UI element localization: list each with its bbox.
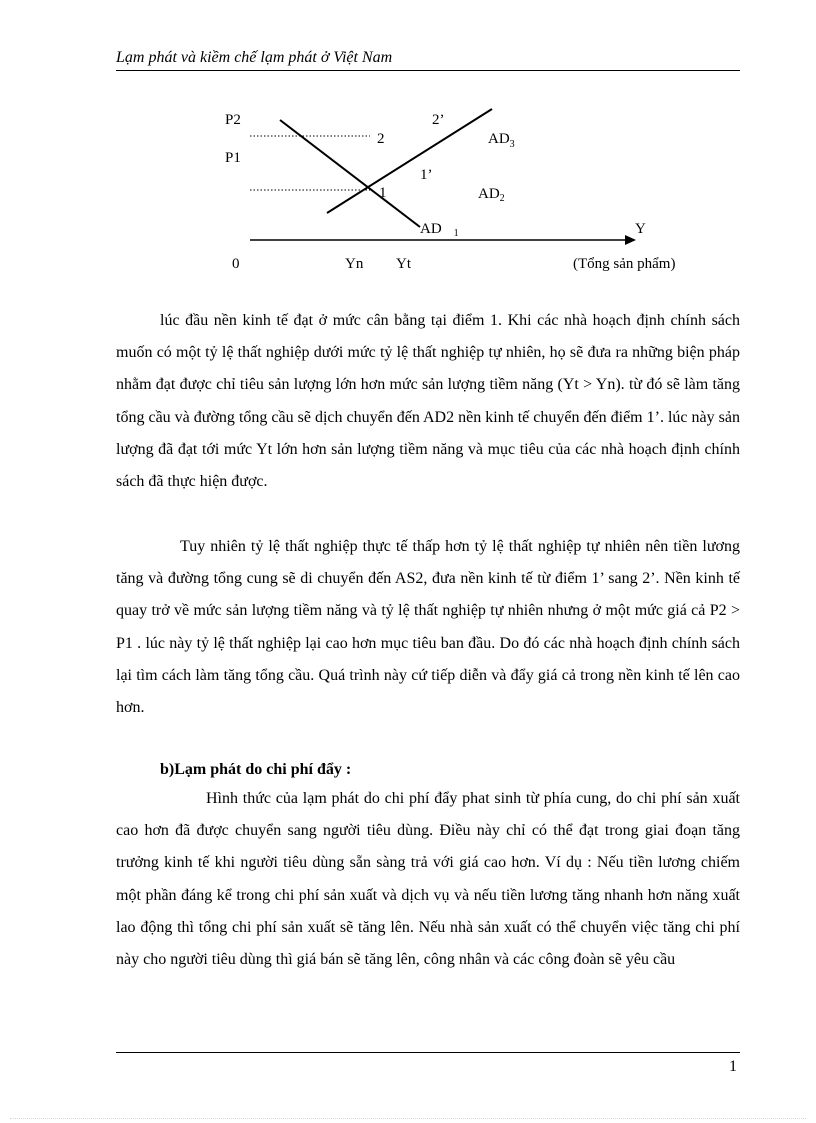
label-y-axis: Y — [635, 221, 646, 237]
label-p1: P1 — [225, 150, 241, 166]
label-ad3: $AD_3$ — [488, 131, 515, 150]
label-point-2-prime: 2’ — [432, 112, 445, 128]
label-point-1-prime: 1’ — [420, 167, 433, 183]
section-heading-cost-push: b)Lạm phát do chi phí đẩy : — [160, 761, 352, 778]
aggregate-demand-diagram — [220, 105, 720, 280]
header-divider — [116, 70, 740, 71]
label-x-caption: (Tổng sản phẩm) — [573, 256, 676, 272]
page-header-title: Lạm phát và kiềm chế lạm phát ở Việt Nam — [116, 49, 393, 66]
paragraph-cost-push: Hình thức của lạm phát do chi phí đẩy phat sinh từ phía cung, do chi phí sản xuất cao hơn đã được chuyển sang người tiêu dùng. Điều này chỉ có thể đạt trong giai đoạn tăng trưởng kinh tế khi người tiêu dùng sẵn sàng trả với giá cao hơn. Ví dụ : Nếu tiền lương chiếm một phần đáng kể trong chi phí sản xuất và dịch vụ và nếu tiền lương tăng nhanh hơn năng xuất lao động thì tổng chi phí sản xuất sẽ tăng lên. Nếu nhà sản xuất có thể chuyển việc tăng chi phí này cho người tiêu dùng thì giá bán sẽ tăng lên, công nhân và các công đoàn sẽ yêu cầu — [116, 790, 740, 969]
ad-curve-line — [280, 120, 420, 227]
label-yn: Yn — [345, 256, 364, 272]
label-origin: 0 — [232, 256, 240, 272]
label-ad2: $AD_2$ — [478, 186, 505, 204]
paragraph-wage-increase: Tuy nhiên tỷ lệ thất nghiệp thực tế thấp hơn tỷ lệ thất nghiệp tự nhiên nên tiền lương tăng và đường tổng cung sẽ di chuyển đến AS2, đưa nền kinh tế từ điểm 1’ sang 2’. Nền kinh tế quay trở về mức sản lượng tiềm năng và tỷ lệ thất nghiệp tự nhiên nhưng ở một mức giá cả P2 > P1 . lúc này tỷ lệ thất nghiệp lại cao hơn mục tiêu ban đầu. Do đó các nhà hoạch định chính sách lại tìm cách làm tăng tổng cầu. Quá trình này cứ tiếp diễn và đẩy giá cả trong nền kinh tế lên cao hơn. — [116, 538, 740, 717]
label-ad1: AD $_1$ — [420, 221, 459, 239]
label-p2: P2 — [225, 112, 241, 128]
label-yt: Yt — [396, 256, 411, 272]
paragraph-equilibrium: lúc đầu nền kinh tế đạt ở mức cân bằng tại điểm 1. Khi các nhà hoạch định chính sách muốn có một tỷ lệ thất nghiệp dưới mức tỷ lệ thất nghiệp tự nhiên, họ sẽ đưa ra những biện pháp nhằm đạt được chỉ tiêu sản lượng lớn hơn mức sản lượng tiềm năng (Yt > Yn). từ đó sẽ làm tăng tổng cầu và đường tổng cầu sẽ dịch chuyển đến AD2 nền kinh tế chuyển đến điểm 1’. lúc này sản lượng đã đạt tới mức Yt lớn hơn sản lượng tiềm năng và mục tiêu của các nhà hoạch định chính sách đã thực hiện được. — [116, 312, 740, 491]
label-point-1: 1 — [379, 185, 387, 201]
page-bottom-edge — [10, 1118, 806, 1119]
page-number: 1 — [729, 1058, 737, 1075]
footer-divider — [116, 1052, 740, 1053]
label-point-2: 2 — [377, 131, 385, 147]
as-curve-line — [327, 109, 492, 213]
